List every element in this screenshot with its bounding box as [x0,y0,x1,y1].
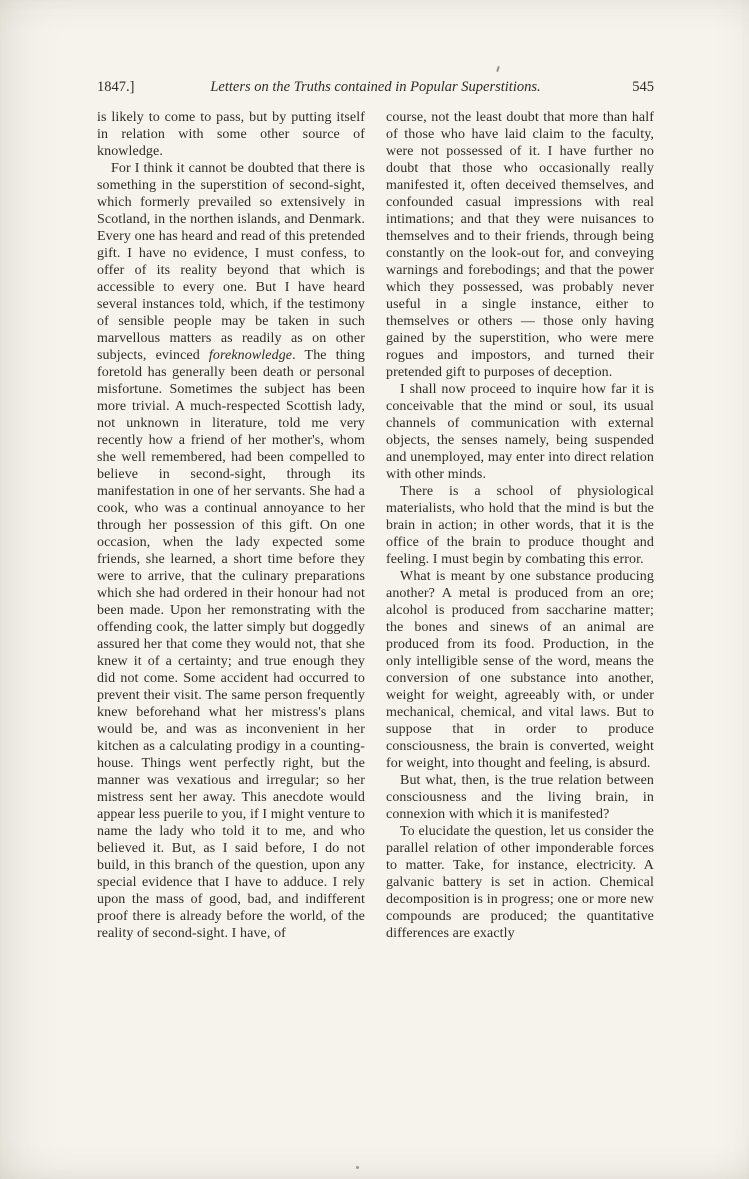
text-run: is likely to come to pass, but by putting itself in relation with some other source of knowledge. [97,110,365,159]
italic-text-run: foreknowledge [208,348,293,363]
paragraph [97,109,365,160]
paragraph [386,483,654,568]
right-column [386,109,654,942]
left-column [97,109,365,942]
paragraph [386,568,654,772]
text-run: . The thing foretold has generally been death or personal misfortune. Sometimes the subject has been more trivial. A much-respected Scottish lady, not unknown in literature, told me very recently how a friend of her mother's, whom she well remembered, had been compelled to believe in second-sight, through its manifestation in one of her servants. She had a cook, who was a continual annoyance to her through her possession of this gift. On one occasion, when the lady expected some friends, she learned, a short time before they were to arrive, that the culinary preparations which she had ordered in their honour had not been made. Upon her remonstrating with the offending cook, the latter simply but doggedly assured her that come they would not, that she knew it of a certainty; and true enough they did not come. Some accident had occurred to prevent their visit. The same person frequently knew beforehand what her mistress's plans would be, and was as inconvenient in her kitchen as a calculating prodigy in a counting-house. Things went perfectly right, but the manner was vexatious and irregular; so her mistress sent her away. This anecdote would appear less puerile to you, if I might venture to name the lady who told it to me, and who believed it. But, as I said before, I do not build, in this branch of the question, upon any special evidence that I have to adduce. I rely upon the mass of good, bad, and indifferent proof there is already before the world, of the reality of second-sight. I have, of [97,348,365,941]
scan-artifact [496,66,500,72]
text-run: But what, then, is the true relation between consciousness and the living brain, in connexion with which it is manifested? [386,773,654,822]
text-run: For I think it cannot be doubted that there is something in the superstition of second-sight, which formerly prevailed so extensively in Scotland, in the northen islands, and Denmark. Every one has heard and read of this pretended gift. I have no evidence, I must confess, to offer of its reality beyond that which is accessible to every one. But I have heard several instances told, which, if the testimony of sensible people may be taken in such marvellous matters as readily as on other subjects, evinced [97,161,365,363]
text-run: course, not the least doubt that more than half of those who have laid claim to the faculty, were not possessed of it. I have further no doubt that those who occasionally really manifested it, often deceived themselves, and confounded casual impressions with real intimations; and that they were nuisances to themselves and to their friends, through being constantly on the look-out for, and conveying warnings and forebodings; and that the power which they possessed, was probably never useful in a single instance, either to themselves or others — those only having gained by the superstition, who were mere rogues and impostors, and turned their pretended gift to purposes of deception. [386,110,654,380]
text-columns [97,109,654,942]
page-number: 545 [632,79,654,95]
paragraph [97,160,365,942]
paragraph [386,381,654,483]
paragraph [386,823,654,942]
header-date: 1847.] [97,79,135,95]
page-header [97,79,654,99]
paragraph [386,772,654,823]
scan-artifact [356,1166,359,1169]
text-run: I shall now proceed to inquire how far it is conceivable that the mind or soul, its usual channels of communication with external objects, the senses namely, being suspended and unemployed, may enter into direct relation with other minds. [386,382,654,482]
text-run: What is meant by one substance producing another? A metal is produced from an ore; alcohol is produced from saccharine matter; the bones and sinews of an animal are produced from its food. Production, in the only intelligible sense of the word, means the conversion of one substance into another, weight for weight, agreeably with, or under mechanical, chemical, and vital laws. But to suppose that in order to produce consciousness, the brain is converted, weight for weight, into thought and feeling, is absurd. [386,569,654,771]
page-title: Letters on the Truths contained in Popular Superstitions. [210,79,541,95]
text-run: There is a school of physiological materialists, who hold that the mind is but the brain in action; in other words, that it is the office of the brain to produce thought and feeling. I must begin by combating this error. [386,484,654,567]
text-run: To elucidate the question, let us consider the parallel relation of other imponderable forces to matter. Take, for instance, electricity. A galvanic battery is set in action. Chemical decomposition is in progress; one or more new compounds are produced; the quantitative differences are exactly [386,824,654,941]
paragraph [386,109,654,381]
